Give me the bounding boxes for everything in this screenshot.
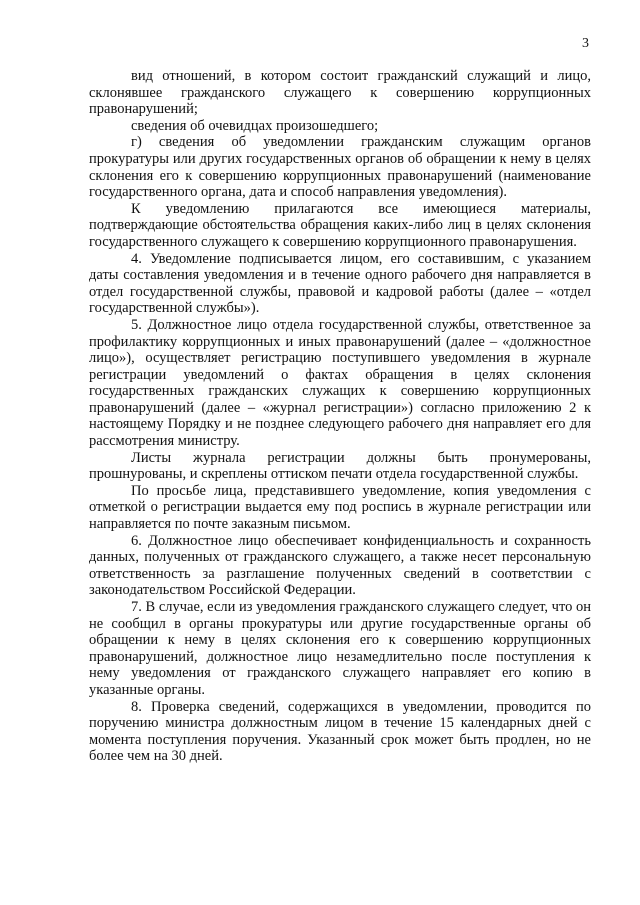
paragraph-item-6: 6. Должностное лицо обеспечивает конфиденциальность и сохранность данных, полученных от гражданского служащего, а также несет персональную ответственность за разглашение полученных сведений в соответствии с законодательством Российской Федерации. [89,532,591,599]
paragraph-witnesses: сведения об очевидцах произошедшего; [131,117,379,134]
paragraph-item-8: 8. Проверка сведений, содержащихся в уведомлении, проводится по поручению министра должностным лицом в течение 15 календарных дней с момента поступления поручения. Указанный срок может быть продлен, но не более чем на 30 дней. [89,698,591,765]
paragraph-journal-sheets: Листы журнала регистрации должны быть пронумерованы, прошнурованы, и скреплены оттиском печати отдела государственной службы. [89,449,591,483]
paragraph-relationship-type: вид отношений, в котором состоит гражданский служащий и лицо, склонявшее гражданского служащего к совершению коррупционных правонарушений; [89,68,591,118]
paragraph-copy-request: По просьбе лица, представившего уведомление, копия уведомления с отметкой о регистрации выдается ему под роспись в журнале регистрации или направляется по почте заказным письмом. [89,482,591,533]
paragraph-item-4: 4. Уведомление подписывается лицом, его составившим, с указанием даты составления уведомления и в течение одного рабочего дня направляется в отдел государственной службы, правовой и кадровой работы (далее – «отдел государственной службы»). [89,250,591,317]
paragraph-item-7: 7. В случае, если из уведомления гражданского служащего следует, что он не сообщил в органы прокуратуры или другие государственные органы об обращении к нему в целях склонения его к совершению коррупционных правонарушений, должностное лицо незамедлительно после поступления к нему уведомления от гражданского служащего направляет его копию в указанные органы. [89,599,591,698]
paragraph-attached-materials: К уведомлению прилагаются все имеющиеся материалы, подтверждающие обстоятельства обращения каких-либо лиц в целях склонения государственного служащего к совершению коррупционного правонарушения. [89,200,591,250]
paragraph-item-5: 5. Должностное лицо отдела государственной службы, ответственное за профилактику коррупционных и иных правонарушений (далее – «должностное лицо»), осуществляет регистрацию поступившего уведомления в журнале регистрации уведомлений о фактах обращения в целях склонения государственных гражданских служащих к совершению коррупционных правонарушений (далее – «журнал регистрации») согласно приложению 2 к настоящему Порядку и не позднее следующего рабочего дня направляет его для рассмотрения министру. [89,316,591,450]
document-body [89,68,591,765]
page-number: 3 [582,36,589,51]
paragraph-notification-info: г) сведения об уведомлении гражданским служащим органов прокуратуры или других государственных органов об обращении к нему в целях склонения его к совершению коррупционных правонарушений (наименование государственного органа, дата и способ направления уведомления). [89,134,591,201]
